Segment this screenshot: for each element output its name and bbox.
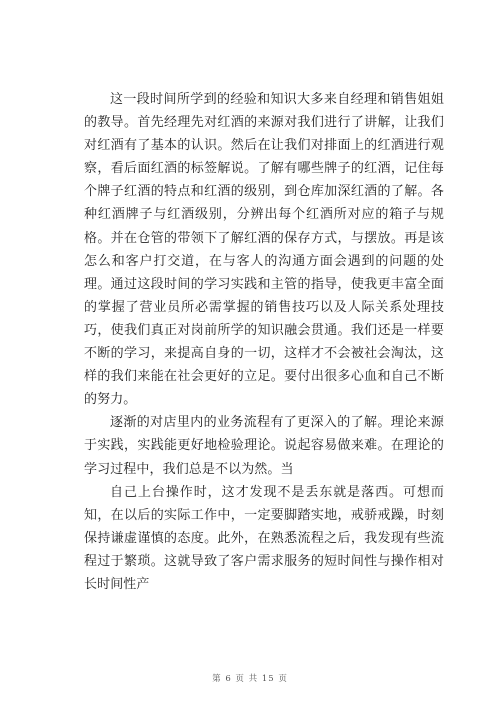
paragraph-2: 逐渐的对店里内的业务流程有了更深入的了解。理论来源于实践，实践能更好地检验理论。说起容易做来难。在理论的学习过程中，我们总是不以为然。当	[84, 415, 444, 477]
paragraph-3: 自己上台操作时，这才发现不是丢东就是落西。可想而知，在以后的实际工作中，一定要脚踏实地，戒骄戒躁，时刻保持谦虚谨慎的态度。此外，在熟悉流程之后，我发现有些流程过于繁琐。这就导致了客户需求服务的短时间性与操作相对长时间性产	[84, 484, 444, 592]
body-text	[84, 88, 444, 596]
page-number-footer: 第 6 页 共 15 页	[212, 674, 288, 684]
paragraph-1: 这一段时间所学到的经验和知识大多来自经理和销售姐姐的教导。首先经理先对红酒的来源对我们进行了讲解，让我们对红酒有了基本的认识。然后在让我们对排面上的红酒进行观察，看后面红酒的标签解说。了解有哪些牌子的红酒，记住每个牌子红酒的特点和红酒的级别，到仓库加深红酒的了解。各种红酒牌子与红酒级别，分辨出每个红酒所对应的箱子与规格。并在仓管的带领下了解红酒的保存方式，与摆放。再是该怎么和客户打交道，在与客人的沟通方面会遇到的问题的处理。通过这段时间的学习实践和主管的指导，使我更丰富全面的掌握了营业员所必需掌握的销售技巧以及人际关系处理技巧，使我们真正对岗前所学的知识融会贯通。我们还是一样要不断的学习，来提高自身的一切，这样才不会被社会淘汰，这样的我们来能在社会更好的立足。要付出很多心血和自己不断的努力。	[84, 92, 444, 408]
